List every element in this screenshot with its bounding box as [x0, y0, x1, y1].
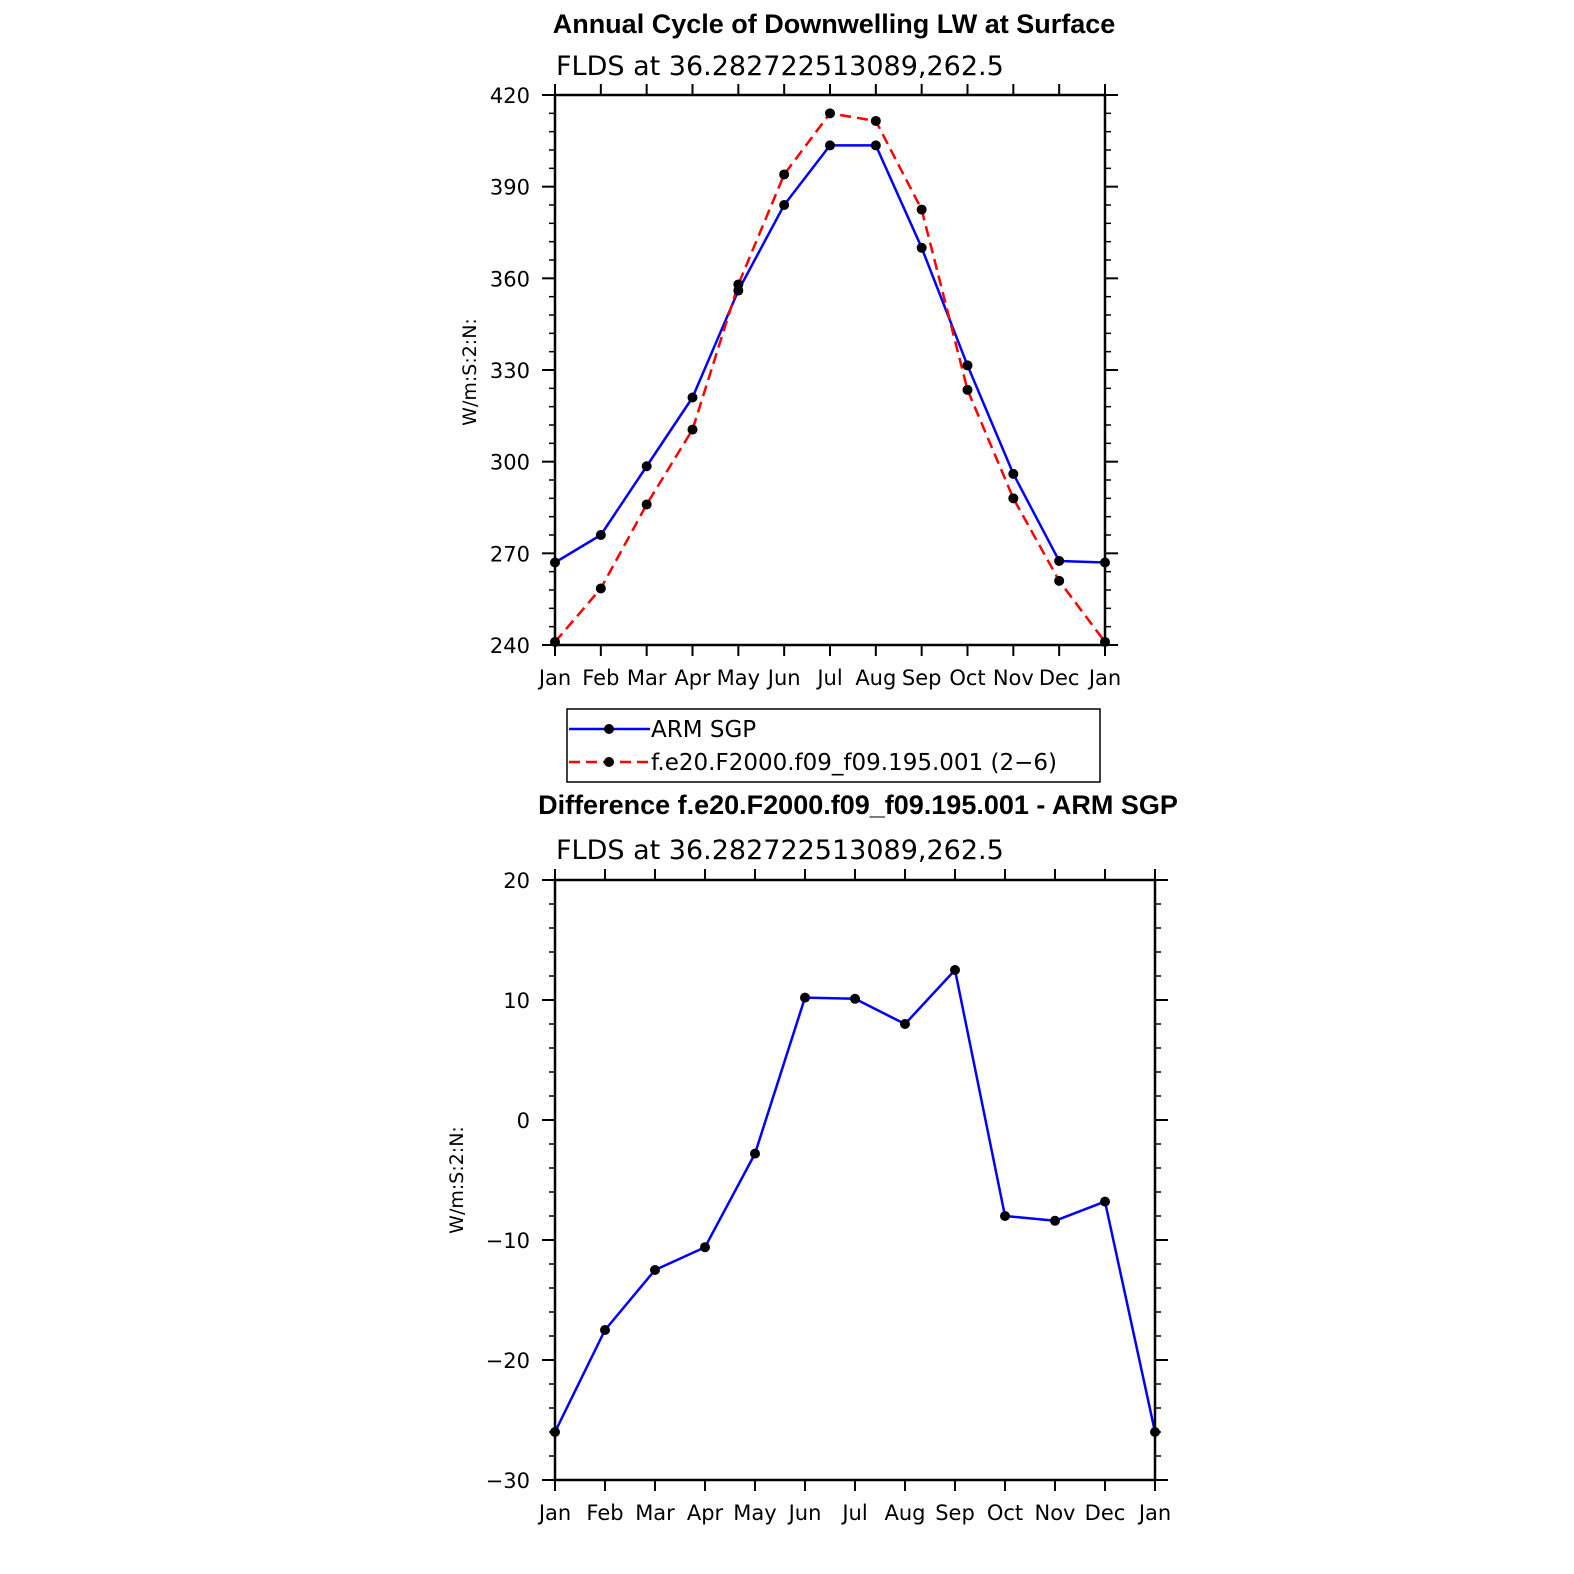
series-1-point [688, 425, 698, 435]
series-1-point [779, 169, 789, 179]
legend-marker-arm-sgp [604, 724, 614, 734]
y-tick-label: −10 [485, 1229, 530, 1253]
y-tick-label: 330 [489, 359, 530, 383]
x-tick-label: Jan [538, 666, 572, 690]
series-1-point [1054, 576, 1064, 586]
x-tick-label: May [733, 1501, 777, 1525]
series-0-point [1008, 469, 1018, 479]
y-tick-label: 0 [516, 1109, 530, 1133]
series-1-point [825, 108, 835, 118]
y-tick-label: 240 [489, 634, 530, 658]
series-line-0 [555, 970, 1155, 1432]
series-0-point [600, 1325, 610, 1335]
x-tick-label: Nov [992, 666, 1034, 690]
x-tick-label: Aug [855, 666, 897, 690]
series-1-point [871, 116, 881, 126]
series-0-point [650, 1265, 660, 1275]
y-tick-label: 420 [489, 84, 530, 108]
x-tick-label: Sep [901, 666, 942, 690]
series-0-point [1000, 1211, 1010, 1221]
series-line-1 [555, 113, 1105, 642]
legend [567, 709, 1100, 782]
x-tick-label: Apr [674, 666, 711, 690]
series-1-point [596, 583, 606, 593]
y-axis-label: W/m:S:2:N: [459, 318, 481, 426]
series-0-point [1054, 556, 1064, 566]
x-tick-label: Jan [1138, 1501, 1172, 1525]
y-tick-label: 20 [503, 869, 530, 893]
y-tick-label: 360 [489, 267, 530, 292]
series-1-point [917, 205, 927, 215]
x-tick-label: Feb [586, 1501, 624, 1525]
x-tick-label: Jun [788, 1501, 822, 1525]
series-0-point [950, 965, 960, 975]
x-tick-label: Mar [626, 666, 667, 690]
x-tick-label: Nov [1034, 1501, 1076, 1525]
series-0-point [917, 243, 927, 253]
y-axis-label: W/m:S:2:N: [446, 1126, 468, 1234]
series-0-point [963, 360, 973, 370]
series-0-point [850, 994, 860, 1004]
x-tick-label: Oct [949, 666, 986, 690]
x-tick-label: Aug [884, 1501, 926, 1525]
annual-cycle-chart [459, 9, 1121, 782]
series-0-point [779, 200, 789, 210]
x-tick-label: Apr [686, 1501, 724, 1525]
x-tick-label: Dec [1038, 666, 1080, 690]
y-tick-label: 10 [503, 989, 530, 1013]
y-tick-label: −20 [485, 1349, 530, 1373]
series-1-point [733, 279, 743, 289]
legend-label-arm-sgp: ARM SGP [651, 717, 757, 743]
series-0-point [596, 530, 606, 540]
x-tick-label: Sep [935, 1501, 975, 1525]
series-0-point [825, 140, 835, 150]
series-0-point [871, 140, 881, 150]
series-0-point [1100, 1197, 1110, 1207]
series-0-point [900, 1019, 910, 1029]
legend-label-model: f.e20.F2000.f09_f09.195.001 (2−6) [651, 750, 1057, 776]
chart-title: Difference f.e20.F2000.f09_f09.195.001 - ARM SGP [538, 790, 1178, 820]
x-tick-label: Mar [635, 1501, 675, 1525]
series-0-point [800, 993, 810, 1003]
series-1-point [963, 385, 973, 395]
chart-title: Annual Cycle of Downwelling LW at Surface [552, 9, 1116, 39]
y-tick-label: −30 [485, 1469, 530, 1493]
chart-subtitle: FLDS at 36.282722513089,262.5 [556, 835, 1004, 866]
plot-frame [555, 880, 1155, 1480]
x-tick-label: Oct [986, 1501, 1024, 1525]
plot-frame [555, 95, 1105, 645]
x-tick-label: Dec [1084, 1501, 1126, 1525]
x-tick-label: Jul [842, 1501, 868, 1525]
series-1-point [1008, 493, 1018, 503]
x-tick-label: Jan [1088, 666, 1122, 690]
series-0-point [1050, 1216, 1060, 1226]
series-0-point [688, 393, 698, 403]
x-tick-label: Jun [767, 666, 801, 690]
y-tick-label: 270 [489, 542, 530, 567]
x-tick-label: Jul [817, 666, 843, 690]
series-0-point [642, 461, 652, 471]
x-tick-label: Feb [582, 666, 620, 690]
series-1-point [642, 499, 652, 509]
series-0-point [750, 1149, 760, 1159]
y-tick-label: 300 [489, 450, 530, 475]
series-line-0 [555, 145, 1105, 562]
chart-subtitle: FLDS at 36.282722513089,262.5 [556, 51, 1004, 82]
y-tick-label: 390 [489, 175, 530, 200]
series-0-point [700, 1242, 710, 1252]
x-tick-label: Jan [538, 1501, 572, 1525]
difference-chart [446, 790, 1178, 1525]
legend-marker-model [604, 757, 614, 767]
x-tick-label: May [716, 666, 761, 690]
